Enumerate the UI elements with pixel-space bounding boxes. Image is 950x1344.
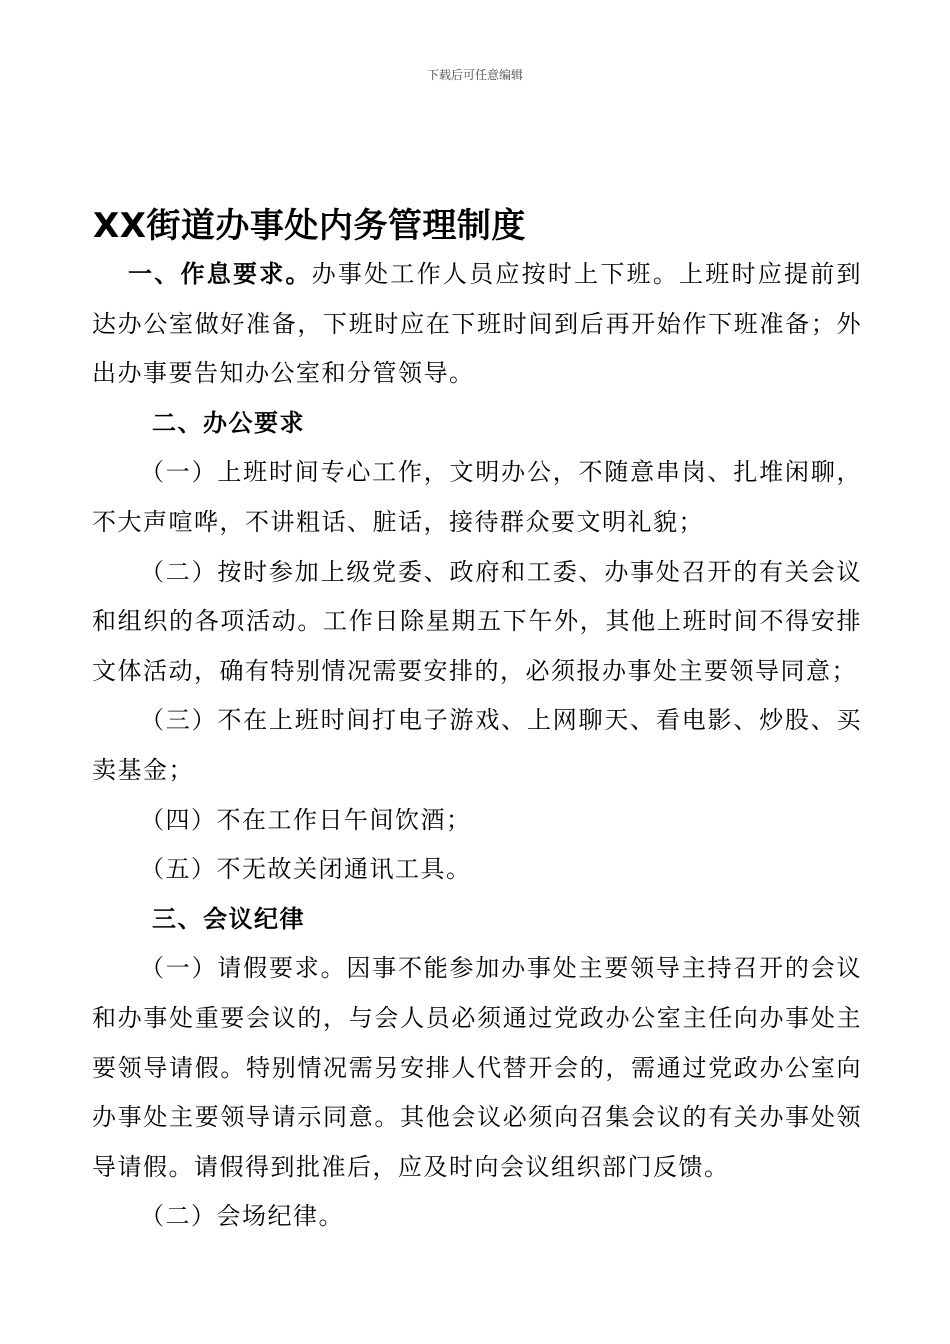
- page-header-note: 下载后可任意编辑: [426, 68, 523, 82]
- section-2-item-4: （四）不在工作日午间饮酒；: [140, 805, 472, 834]
- section-2-heading: 二、办公要求: [152, 408, 305, 437]
- section-3-item-2: （二）会场纪律。: [140, 1202, 344, 1231]
- section-3-item-1: （一）请假要求。因事不能参加办事处主要领导主持召开的会议和办事处重要会议的，与会人员必须通过党政办公室主任向办事处主要领导请假。特别情况需另安排人代替开会的，需通过党政办公室向办事处主要领导请示同意。其他会议必须向召集会议的有关办事处领导请假。请假得到批准后，应及时向会议组织部门反馈。: [92, 954, 862, 1181]
- section-3-heading: 三、会议纪律: [152, 904, 305, 933]
- section-2-item-2: （二）按时参加上级党委、政府和工委、办事处召开的有关会议和组织的各项活动。工作日除星期五下午外，其他上班时间不得安排文体活动，确有特别情况需要安排的，必须报办事处主要领导同意；: [92, 557, 862, 685]
- document-body: [92, 250, 862, 1242]
- section-1-heading: 一、作息要求。: [128, 260, 312, 288]
- section-1-paragraph: [92, 250, 862, 399]
- section-2-item-5: （五）不无故关闭通讯工具。: [140, 855, 472, 884]
- document-title: XX街道办事处内务管理制度: [93, 206, 526, 246]
- section-2-item-3: （三）不在上班时间打电子游戏、上网聊天、看电影、炒股、买卖基金；: [92, 706, 862, 784]
- section-2-item-1: （一）上班时间专心工作，文明办公，不随意串岗、扎堆闲聊，不大声喧哗，不讲粗话、脏话，接待群众要文明礼貌；: [92, 458, 862, 536]
- section-1-text: 办事处工作人员应按时上下班。上班时应提前到达办公室做好准备，下班时应在下班时间到后再开始作下班准备；外出办事要告知办公室和分管领导。: [92, 260, 863, 388]
